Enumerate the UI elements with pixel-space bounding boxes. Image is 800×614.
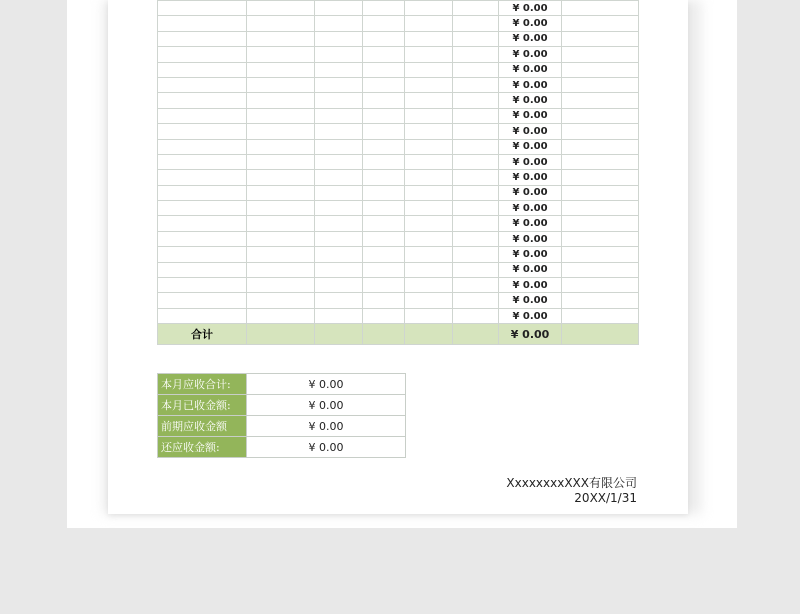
table-cell — [315, 31, 363, 46]
table-cell — [247, 77, 315, 92]
table-cell — [315, 308, 363, 323]
summary-value: ¥ 0.00 — [247, 437, 406, 458]
table-cell — [247, 170, 315, 185]
summary-table — [157, 373, 406, 458]
table-cell — [405, 170, 453, 185]
table-cell — [247, 185, 315, 200]
table-cell — [562, 278, 639, 293]
table-cell — [247, 262, 315, 277]
table-cell — [247, 324, 315, 345]
summary-row — [158, 374, 406, 395]
row-amount: ¥ 0.00 — [499, 247, 562, 262]
table-cell — [158, 185, 247, 200]
table-cell — [315, 1, 363, 16]
row-amount: ¥ 0.00 — [499, 278, 562, 293]
table-cell — [405, 16, 453, 31]
table-cell — [405, 247, 453, 262]
table-cell — [453, 1, 499, 16]
summary-label: 前期应收金额 — [158, 416, 247, 437]
table-cell — [405, 93, 453, 108]
table-cell — [453, 293, 499, 308]
table-cell — [247, 201, 315, 216]
table-cell — [247, 231, 315, 246]
table-cell — [158, 47, 247, 62]
table-cell — [158, 293, 247, 308]
table-cell — [562, 47, 639, 62]
table-cell — [315, 278, 363, 293]
table-row — [158, 170, 639, 185]
table-row — [158, 47, 639, 62]
table-cell — [405, 1, 453, 16]
summary-value: ¥ 0.00 — [247, 416, 406, 437]
table-cell — [562, 231, 639, 246]
row-amount: ¥ 0.00 — [499, 62, 562, 77]
table-cell — [562, 62, 639, 77]
table-cell — [405, 293, 453, 308]
row-amount: ¥ 0.00 — [499, 185, 562, 200]
table-cell — [315, 93, 363, 108]
table-cell — [453, 108, 499, 123]
table-cell — [405, 124, 453, 139]
table-row — [158, 308, 639, 323]
table-cell — [315, 77, 363, 92]
row-amount: ¥ 0.00 — [499, 93, 562, 108]
table-cell — [453, 201, 499, 216]
table-row — [158, 154, 639, 169]
table-cell — [363, 1, 405, 16]
total-amount: ¥ 0.00 — [499, 324, 562, 345]
row-amount: ¥ 0.00 — [499, 216, 562, 231]
table-cell — [453, 77, 499, 92]
table-cell — [453, 247, 499, 262]
table-cell — [405, 324, 453, 345]
table-cell — [405, 201, 453, 216]
table-cell — [363, 293, 405, 308]
row-amount: ¥ 0.00 — [499, 308, 562, 323]
table-cell — [158, 170, 247, 185]
table-cell — [158, 247, 247, 262]
table-cell — [405, 47, 453, 62]
table-cell — [405, 308, 453, 323]
statement-date: 20XX/1/31 — [574, 491, 637, 505]
table-cell — [158, 124, 247, 139]
table-cell — [315, 201, 363, 216]
table-row — [158, 62, 639, 77]
table-cell — [562, 216, 639, 231]
table-cell — [158, 154, 247, 169]
table-cell — [363, 185, 405, 200]
table-cell — [315, 124, 363, 139]
table-cell — [453, 124, 499, 139]
row-amount: ¥ 0.00 — [499, 201, 562, 216]
table-cell — [363, 231, 405, 246]
table-row — [158, 108, 639, 123]
table-cell — [247, 293, 315, 308]
row-amount: ¥ 0.00 — [499, 231, 562, 246]
table-cell — [247, 216, 315, 231]
table-row — [158, 124, 639, 139]
table-cell — [158, 108, 247, 123]
summary-row — [158, 416, 406, 437]
table-cell — [562, 185, 639, 200]
table-cell — [363, 108, 405, 123]
table-cell — [363, 247, 405, 262]
table-cell — [453, 185, 499, 200]
table-row — [158, 201, 639, 216]
company-name: XxxxxxxxXXX有限公司 — [506, 476, 637, 490]
table-cell — [247, 247, 315, 262]
row-amount: ¥ 0.00 — [499, 1, 562, 16]
table-cell — [453, 93, 499, 108]
table-cell — [405, 185, 453, 200]
row-amount: ¥ 0.00 — [499, 262, 562, 277]
table-cell — [247, 31, 315, 46]
table-cell — [562, 139, 639, 154]
row-amount: ¥ 0.00 — [499, 293, 562, 308]
table-cell — [315, 324, 363, 345]
table-cell — [363, 201, 405, 216]
table-cell — [453, 231, 499, 246]
table-cell — [453, 47, 499, 62]
table-row — [158, 247, 639, 262]
table-cell — [158, 231, 247, 246]
table-cell — [315, 108, 363, 123]
table-cell — [363, 216, 405, 231]
summary-label: 本月应收合计: — [158, 374, 247, 395]
table-cell — [405, 62, 453, 77]
table-cell — [562, 201, 639, 216]
table-cell — [453, 324, 499, 345]
summary-label: 本月已收金额: — [158, 395, 247, 416]
table-row — [158, 231, 639, 246]
row-amount: ¥ 0.00 — [499, 124, 562, 139]
table-cell — [158, 77, 247, 92]
table-cell — [562, 1, 639, 16]
table-row — [158, 216, 639, 231]
table-cell — [315, 16, 363, 31]
table-cell — [158, 201, 247, 216]
table-cell — [562, 247, 639, 262]
table-cell — [315, 293, 363, 308]
table-cell — [453, 170, 499, 185]
table-row — [158, 278, 639, 293]
table-row — [158, 293, 639, 308]
table-cell — [562, 170, 639, 185]
table-cell — [363, 124, 405, 139]
table-cell — [315, 154, 363, 169]
table-cell — [247, 278, 315, 293]
table-cell — [158, 278, 247, 293]
table-cell — [158, 1, 247, 16]
table-cell — [363, 308, 405, 323]
table-cell — [453, 154, 499, 169]
table-cell — [562, 93, 639, 108]
table-row — [158, 262, 639, 277]
row-amount: ¥ 0.00 — [499, 16, 562, 31]
table-cell — [247, 62, 315, 77]
statement-table — [157, 0, 639, 345]
table-cell — [453, 262, 499, 277]
row-amount: ¥ 0.00 — [499, 139, 562, 154]
table-cell — [315, 185, 363, 200]
row-amount: ¥ 0.00 — [499, 108, 562, 123]
table-cell — [562, 293, 639, 308]
table-cell — [363, 77, 405, 92]
table-cell — [158, 93, 247, 108]
table-cell — [405, 154, 453, 169]
table-cell — [315, 139, 363, 154]
table-cell — [363, 31, 405, 46]
table-cell — [453, 31, 499, 46]
table-cell — [562, 77, 639, 92]
table-row — [158, 31, 639, 46]
table-cell — [363, 16, 405, 31]
table-row — [158, 16, 639, 31]
table-cell — [405, 139, 453, 154]
summary-label: 还应收金额: — [158, 437, 247, 458]
table-cell — [562, 16, 639, 31]
table-cell — [247, 108, 315, 123]
table-cell — [158, 31, 247, 46]
row-amount: ¥ 0.00 — [499, 170, 562, 185]
table-cell — [363, 278, 405, 293]
table-cell — [562, 262, 639, 277]
table-row — [158, 93, 639, 108]
table-cell — [363, 170, 405, 185]
table-cell — [315, 47, 363, 62]
table-cell — [562, 324, 639, 345]
table-cell — [453, 308, 499, 323]
table-cell — [315, 216, 363, 231]
table-cell — [247, 139, 315, 154]
table-cell — [562, 108, 639, 123]
table-cell — [453, 16, 499, 31]
table-cell — [405, 262, 453, 277]
table-cell — [158, 139, 247, 154]
table-cell — [315, 231, 363, 246]
table-cell — [562, 154, 639, 169]
table-row — [158, 1, 639, 16]
table-row — [158, 185, 639, 200]
table-cell — [158, 62, 247, 77]
row-amount: ¥ 0.00 — [499, 154, 562, 169]
summary-value: ¥ 0.00 — [247, 395, 406, 416]
row-amount: ¥ 0.00 — [499, 77, 562, 92]
table-cell — [158, 262, 247, 277]
table-cell — [562, 308, 639, 323]
table-cell — [363, 47, 405, 62]
table-cell — [315, 170, 363, 185]
table-cell — [363, 154, 405, 169]
table-cell — [315, 62, 363, 77]
table-cell — [453, 216, 499, 231]
row-amount: ¥ 0.00 — [499, 47, 562, 62]
table-cell — [247, 154, 315, 169]
summary-row — [158, 437, 406, 458]
table-cell — [562, 31, 639, 46]
table-cell — [363, 324, 405, 345]
table-cell — [562, 124, 639, 139]
table-cell — [453, 62, 499, 77]
summary-row — [158, 395, 406, 416]
table-cell — [405, 231, 453, 246]
table-cell — [247, 93, 315, 108]
table-cell — [405, 278, 453, 293]
table-cell — [363, 262, 405, 277]
table-cell — [405, 216, 453, 231]
table-cell — [247, 308, 315, 323]
table-cell — [158, 16, 247, 31]
table-cell — [363, 62, 405, 77]
table-cell — [247, 47, 315, 62]
table-row — [158, 139, 639, 154]
table-cell — [158, 216, 247, 231]
table-row — [158, 77, 639, 92]
row-amount: ¥ 0.00 — [499, 31, 562, 46]
table-cell — [247, 124, 315, 139]
table-cell — [363, 139, 405, 154]
table-cell — [315, 262, 363, 277]
table-cell — [453, 278, 499, 293]
table-cell — [405, 31, 453, 46]
summary-value: ¥ 0.00 — [247, 374, 406, 395]
table-cell — [158, 308, 247, 323]
table-cell — [247, 1, 315, 16]
table-cell — [405, 108, 453, 123]
total-row — [158, 324, 639, 345]
table-cell — [363, 93, 405, 108]
table-cell — [405, 77, 453, 92]
table-cell — [315, 247, 363, 262]
table-cell — [453, 139, 499, 154]
total-label: 合计 — [158, 324, 247, 345]
table-cell — [247, 16, 315, 31]
